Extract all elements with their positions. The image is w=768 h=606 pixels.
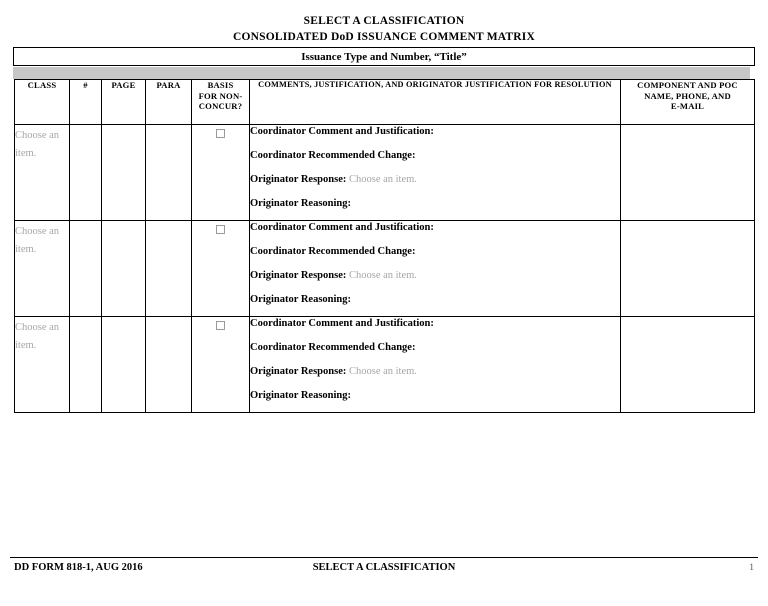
column-header-comments — [250, 80, 621, 125]
cell-number[interactable] — [70, 125, 102, 221]
cell-page[interactable] — [102, 317, 146, 413]
originator-reasoning-label: Originator Reasoning: — [250, 294, 352, 305]
column-header-para-label: PARA — [156, 80, 181, 90]
column-header-page-label: PAGE — [111, 80, 136, 90]
originator-reasoning-line — [250, 389, 620, 402]
column-header-para — [146, 80, 192, 125]
coordinator-change-line — [250, 341, 620, 354]
page-footer — [10, 561, 758, 577]
coordinator-comment-label: Coordinator Comment and Justification: — [250, 126, 434, 137]
table-row — [15, 221, 755, 317]
cell-poc[interactable] — [621, 221, 755, 317]
cell-comments[interactable] — [250, 317, 621, 413]
coordinator-change-label: Coordinator Recommended Change: — [250, 342, 416, 353]
cell-poc[interactable] — [621, 125, 755, 221]
column-header-poc-line1: COMPONENT AND POC — [637, 80, 738, 90]
column-header-number — [70, 80, 102, 125]
class-dropdown-value: Choose an item. — [15, 322, 60, 351]
coordinator-change-line — [250, 149, 620, 162]
checkbox-unchecked-icon[interactable] — [216, 225, 225, 234]
originator-reasoning-line — [250, 197, 620, 210]
column-header-basis-line3: CONCUR? — [198, 101, 243, 111]
document-header — [0, 13, 768, 45]
cell-basis[interactable] — [192, 317, 250, 413]
cell-page[interactable] — [102, 125, 146, 221]
coordinator-comment-line — [250, 125, 620, 138]
form-title: CONSOLIDATED DoD ISSUANCE COMMENT MATRIX — [233, 31, 535, 43]
originator-response-dropdown-value[interactable]: Choose an item. — [348, 174, 417, 185]
originator-response-line — [250, 365, 620, 378]
table-header-row — [15, 80, 755, 125]
originator-response-dropdown-value[interactable]: Choose an item. — [348, 366, 417, 377]
cell-class[interactable] — [15, 221, 70, 317]
footer-divider — [10, 557, 758, 558]
comment-matrix — [14, 79, 754, 413]
issuance-type-label: Issuance Type and Number, “Title” — [301, 50, 467, 63]
cell-comments[interactable] — [250, 125, 621, 221]
checkbox-unchecked-icon[interactable] — [216, 129, 225, 138]
footer-page-number: 1 — [749, 563, 754, 573]
coordinator-comment-line — [250, 317, 620, 330]
cell-number[interactable] — [70, 317, 102, 413]
column-header-class-label: CLASS — [27, 80, 57, 90]
classification-banner-top: SELECT A CLASSIFICATION — [303, 15, 465, 27]
column-header-basis — [192, 80, 250, 125]
cell-class[interactable] — [15, 317, 70, 413]
cell-number[interactable] — [70, 221, 102, 317]
column-header-class — [15, 80, 70, 125]
cell-page[interactable] — [102, 221, 146, 317]
table-row — [15, 317, 755, 413]
footer-classification: SELECT A CLASSIFICATION — [312, 562, 456, 573]
class-dropdown-value: Choose an item. — [15, 226, 60, 255]
originator-response-line — [250, 173, 620, 186]
cell-comments[interactable] — [250, 221, 621, 317]
cell-poc[interactable] — [621, 317, 755, 413]
originator-reasoning-label: Originator Reasoning: — [250, 390, 352, 401]
coordinator-comment-line — [250, 221, 620, 234]
column-header-poc — [621, 80, 755, 125]
cell-class[interactable] — [15, 125, 70, 221]
originator-response-label: Originator Response: — [250, 366, 347, 377]
coordinator-change-line — [250, 245, 620, 258]
originator-reasoning-line — [250, 293, 620, 306]
cell-para[interactable] — [146, 317, 192, 413]
originator-response-line — [250, 269, 620, 282]
checkbox-unchecked-icon[interactable] — [216, 321, 225, 330]
coordinator-change-label: Coordinator Recommended Change: — [250, 150, 416, 161]
table-row — [15, 125, 755, 221]
footer-form-id: DD FORM 818-1, AUG 2016 — [14, 562, 143, 573]
column-header-number-label: # — [83, 80, 88, 90]
cell-basis[interactable] — [192, 221, 250, 317]
originator-response-label: Originator Response: — [250, 174, 347, 185]
coordinator-change-label: Coordinator Recommended Change: — [250, 246, 416, 257]
cell-para[interactable] — [146, 221, 192, 317]
column-header-poc-line3: E-MAIL — [670, 101, 705, 111]
coordinator-comment-label: Coordinator Comment and Justification: — [250, 318, 434, 329]
column-header-comments-label: COMMENTS, JUSTIFICATION, AND ORIGINATOR JUSTIFICATION FOR RESOLUTION — [258, 80, 612, 89]
originator-response-label: Originator Response: — [250, 270, 347, 281]
coordinator-comment-label: Coordinator Comment and Justification: — [250, 222, 434, 233]
comment-matrix-table — [14, 79, 755, 413]
column-header-basis-line2: FOR NON- — [198, 90, 243, 101]
gray-spacer-band — [13, 67, 750, 79]
originator-response-dropdown-value[interactable]: Choose an item. — [348, 270, 417, 281]
originator-reasoning-label: Originator Reasoning: — [250, 198, 352, 209]
column-header-poc-line2: NAME, PHONE, AND — [644, 90, 731, 101]
class-dropdown-value: Choose an item. — [15, 130, 60, 159]
issuance-type-field[interactable] — [13, 47, 755, 66]
column-header-basis-line1: BASIS — [207, 80, 234, 90]
column-header-page — [102, 80, 146, 125]
cell-basis[interactable] — [192, 125, 250, 221]
cell-para[interactable] — [146, 125, 192, 221]
